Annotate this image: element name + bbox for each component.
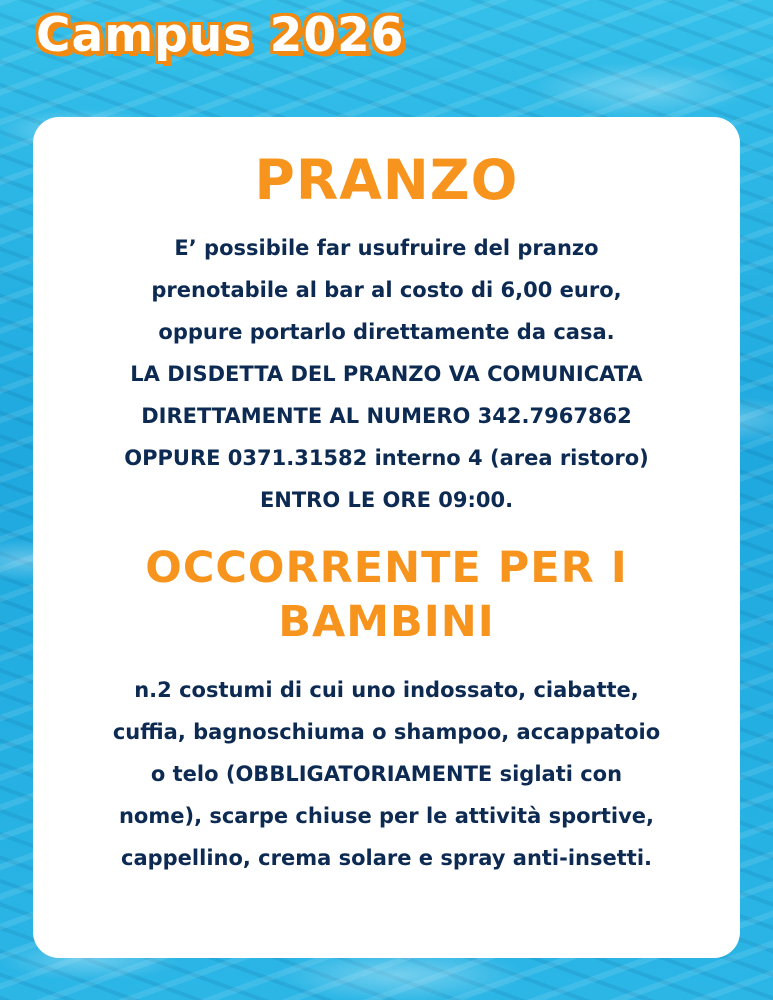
lunch-line: OPPURE 0371.31582 interno 4 (area ristoro) xyxy=(124,446,649,470)
lunch-line: E’ possibile far usufruire del pranzo xyxy=(174,236,599,260)
needs-line: o telo (OBBLIGATORIAMENTE siglati con xyxy=(150,762,623,786)
lunch-line: oppure portarlo direttamente da casa. xyxy=(158,320,615,344)
lunch-heading: PRANZO xyxy=(254,148,519,212)
lunch-line: DIRETTAMENTE AL NUMERO 342.7967862 xyxy=(141,404,632,428)
needs-line: n.2 costumi di cui uno indossato, ciabatte, xyxy=(134,678,639,702)
lunch-line: LA DISDETTA DEL PRANZO VA COMUNICATA xyxy=(130,362,643,386)
info-card xyxy=(33,117,740,958)
needs-heading-line: BAMBINI xyxy=(278,597,495,647)
lunch-text xyxy=(33,227,740,521)
campus-logo-title: Campus 2026 xyxy=(36,8,405,63)
needs-text xyxy=(33,669,740,879)
needs-heading-line: OCCORRENTE PER I xyxy=(145,543,628,593)
lunch-line: prenotabile al bar al costo di 6,00 euro, xyxy=(151,278,622,302)
lunch-line: ENTRO LE ORE 09:00. xyxy=(259,488,514,512)
needs-line: cuffia, bagnoschiuma o shampoo, accappatoio xyxy=(112,720,661,744)
needs-heading xyxy=(33,541,740,649)
needs-line: cappellino, crema solare e spray anti-insetti. xyxy=(121,846,652,870)
needs-line: nome), scarpe chiuse per le attività sportive, xyxy=(118,804,655,828)
